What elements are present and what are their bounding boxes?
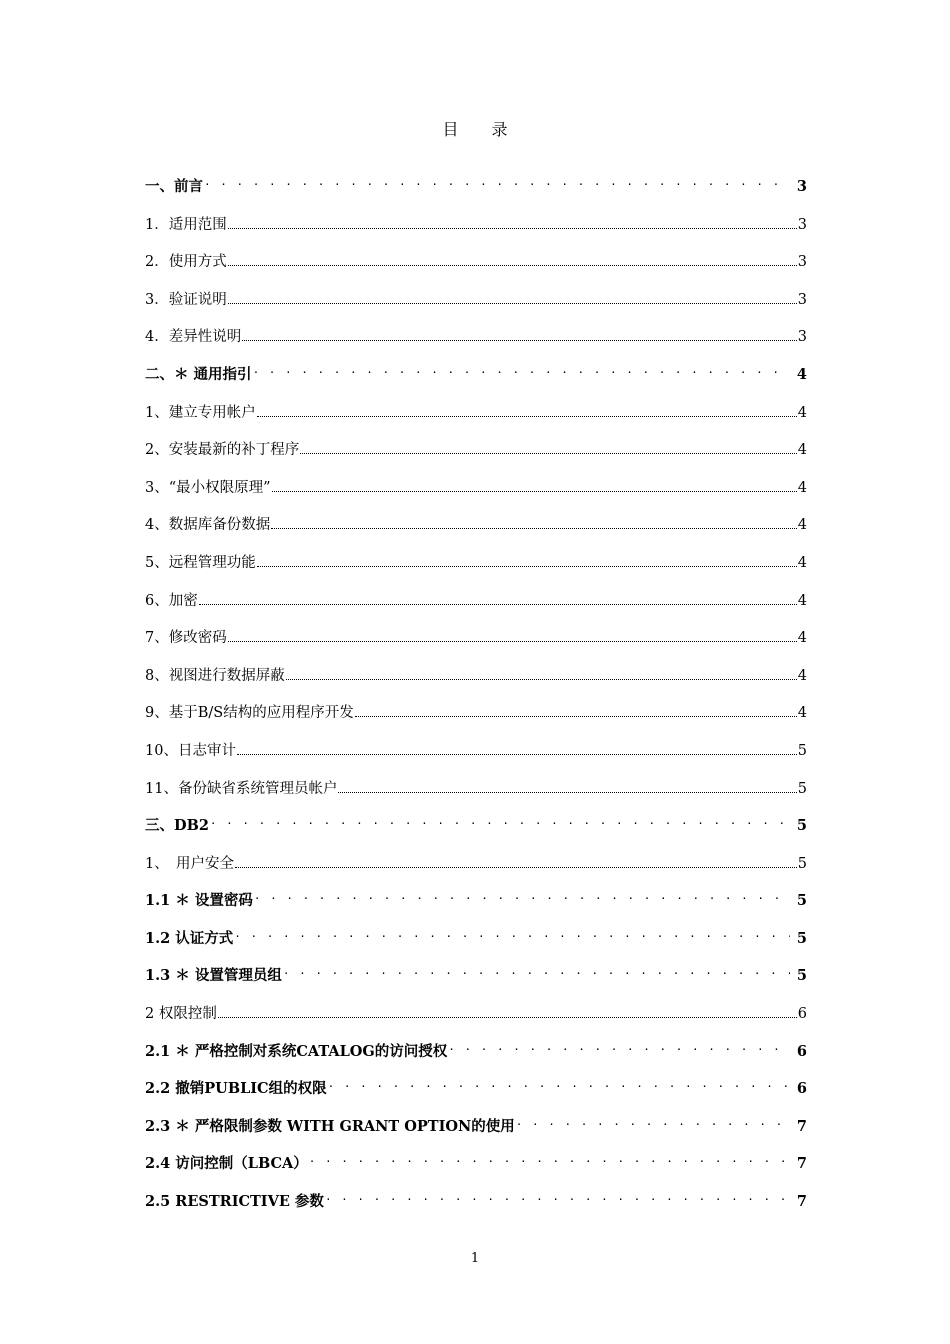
dot-leader — [448, 1042, 790, 1056]
toc-entry-label: 2.2 撤销PUBLIC组的权限 — [145, 1080, 327, 1098]
toc-entry[interactable] — [145, 247, 807, 285]
toc-entry[interactable] — [145, 1149, 807, 1187]
toc-entry-page: 4 — [797, 404, 807, 421]
toc-entry-page: 7 — [796, 1155, 807, 1173]
toc-entry-page: 5 — [797, 742, 807, 759]
toc-entry-label: 2.4 访问控制（LBCA） — [145, 1155, 308, 1173]
dot-leader — [355, 702, 797, 717]
toc-entry[interactable] — [145, 1187, 807, 1225]
toc-entry-page: 5 — [796, 892, 807, 910]
toc-entry-label: 2、安装最新的补丁程序 — [145, 442, 300, 459]
dot-leader — [271, 514, 797, 529]
toc-entry-label: 2．使用方式 — [145, 254, 227, 271]
toc-entry[interactable] — [145, 849, 807, 887]
toc-entry[interactable] — [145, 548, 807, 586]
toc-entry-label: 10、日志审计 — [145, 742, 236, 759]
toc-entry-label: 8、视图进行数据屏蔽 — [145, 667, 285, 684]
dot-leader — [328, 1079, 790, 1093]
dot-leader — [325, 1192, 790, 1206]
toc-entry-page: 4 — [797, 517, 807, 534]
toc-entry-page: 4 — [797, 705, 807, 722]
toc-entry-label: 二、＊ 通用指引 — [145, 365, 252, 383]
dot-leader — [309, 1154, 790, 1168]
dot-leader — [228, 251, 797, 266]
toc-entry-label: 1、建立专用帐户 — [145, 404, 256, 421]
dot-leader — [210, 816, 790, 830]
toc-entry-label: 3．验证说明 — [145, 291, 227, 308]
toc-entry-page: 4 — [797, 630, 807, 647]
toc-entry[interactable] — [145, 1112, 807, 1150]
toc-entry-label: 7、修改密码 — [145, 630, 227, 647]
toc-entry-page: 5 — [796, 929, 807, 947]
toc-entry-page: 5 — [797, 780, 807, 797]
toc-entry-label: 4．差异性说明 — [145, 329, 242, 346]
toc-entry[interactable] — [145, 698, 807, 736]
toc-entry[interactable] — [145, 322, 807, 360]
toc-entry-label: 1.1 ＊ 设置密码 — [145, 892, 253, 910]
toc-entry-page: 4 — [797, 442, 807, 459]
toc-entry[interactable] — [145, 1074, 807, 1112]
dot-leader — [283, 966, 790, 980]
toc-entry[interactable] — [145, 1037, 807, 1075]
dot-leader — [516, 1117, 790, 1131]
dot-leader — [253, 365, 790, 379]
dot-leader — [199, 590, 797, 605]
toc-entry[interactable] — [145, 473, 807, 511]
toc-entry-page: 4 — [797, 592, 807, 609]
toc-entry-page: 5 — [797, 855, 807, 872]
toc-entry-label: 6、加密 — [145, 592, 198, 609]
toc-entry-page: 7 — [796, 1117, 807, 1135]
dot-leader — [257, 402, 797, 417]
toc-entry-page: 3 — [797, 329, 807, 346]
dot-leader — [257, 552, 797, 567]
toc-entry[interactable] — [145, 886, 807, 924]
toc-entry[interactable] — [145, 924, 807, 962]
toc-entry-page: 5 — [796, 967, 807, 985]
dot-leader — [228, 289, 797, 304]
toc-entry-label: 1.3 ＊ 设置管理员组 — [145, 967, 282, 985]
toc-entry[interactable] — [145, 210, 807, 248]
toc-entry[interactable] — [145, 736, 807, 774]
toc-entry[interactable] — [145, 623, 807, 661]
toc-entry-page: 4 — [797, 667, 807, 684]
toc-entry-page: 4 — [797, 554, 807, 571]
toc-entry-label: 4、数据库备份数据 — [145, 517, 271, 534]
toc-entry[interactable] — [145, 586, 807, 624]
dot-leader — [272, 477, 797, 492]
dot-leader — [242, 326, 797, 341]
page-number: 1 — [470, 1251, 480, 1266]
toc-entry-page: 4 — [797, 479, 807, 496]
toc-entry-label: 9、基于B/S结构的应用程序开发 — [145, 705, 354, 722]
toc-entry-label: 5、远程管理功能 — [145, 554, 256, 571]
toc-entry-page: 6 — [797, 1006, 807, 1023]
toc-entry[interactable] — [145, 999, 807, 1037]
table-of-contents — [145, 172, 807, 1225]
toc-entry-page: 5 — [796, 817, 807, 835]
toc-entry-label: 3、“最小权限原理” — [145, 479, 271, 496]
toc-entry[interactable] — [145, 360, 807, 398]
toc-entry[interactable] — [145, 661, 807, 699]
toc-entry-label: 2.3 ＊ 严格限制参数 WITH GRANT OPTION的使用 — [145, 1117, 515, 1135]
toc-entry-page: 6 — [796, 1042, 807, 1060]
toc-entry-page: 3 — [796, 178, 807, 195]
dot-leader — [338, 778, 796, 793]
dot-leader — [286, 665, 797, 680]
toc-entry-page: 4 — [796, 365, 807, 383]
toc-entry-label: 11、备份缺省系统管理员帐户 — [145, 780, 338, 797]
toc-entry-label: 1、 用户安全 — [145, 855, 234, 872]
toc-entry[interactable] — [145, 285, 807, 323]
toc-entry-label: 2 权限控制 — [145, 1006, 217, 1023]
dot-leader — [300, 439, 797, 454]
toc-entry-page: 6 — [796, 1080, 807, 1098]
toc-entry-label: 1．适用范围 — [145, 216, 227, 233]
toc-entry-page: 3 — [797, 216, 807, 233]
dot-leader — [235, 853, 797, 868]
toc-entry-page: 3 — [797, 254, 807, 271]
dot-leader — [237, 740, 797, 755]
toc-entry-label: 一、前言 — [145, 178, 203, 195]
dot-leader — [228, 214, 797, 229]
toc-entry-label: 2.1 ＊ 严格控制对系统CATALOG的访问授权 — [145, 1042, 448, 1060]
toc-entry-label: 1.2 认证方式 — [145, 929, 234, 947]
toc-entry[interactable] — [145, 774, 807, 812]
toc-title: 目 录 — [442, 120, 522, 139]
toc-entry[interactable] — [145, 435, 807, 473]
dot-leader — [254, 891, 790, 905]
toc-entry-page: 3 — [797, 291, 807, 308]
dot-leader — [218, 1003, 797, 1018]
toc-entry-label: 2.5 RESTRICTIVE 参数 — [145, 1193, 324, 1211]
dot-leader — [204, 177, 790, 191]
toc-entry-label: 三、DB2 — [145, 817, 209, 835]
toc-entry[interactable] — [145, 961, 807, 999]
toc-entry[interactable] — [145, 172, 807, 210]
toc-entry[interactable] — [145, 398, 807, 436]
dot-leader — [228, 627, 797, 642]
toc-entry-page: 7 — [796, 1193, 807, 1211]
toc-entry[interactable] — [145, 510, 807, 548]
dot-leader — [234, 929, 790, 943]
toc-entry[interactable] — [145, 811, 807, 849]
